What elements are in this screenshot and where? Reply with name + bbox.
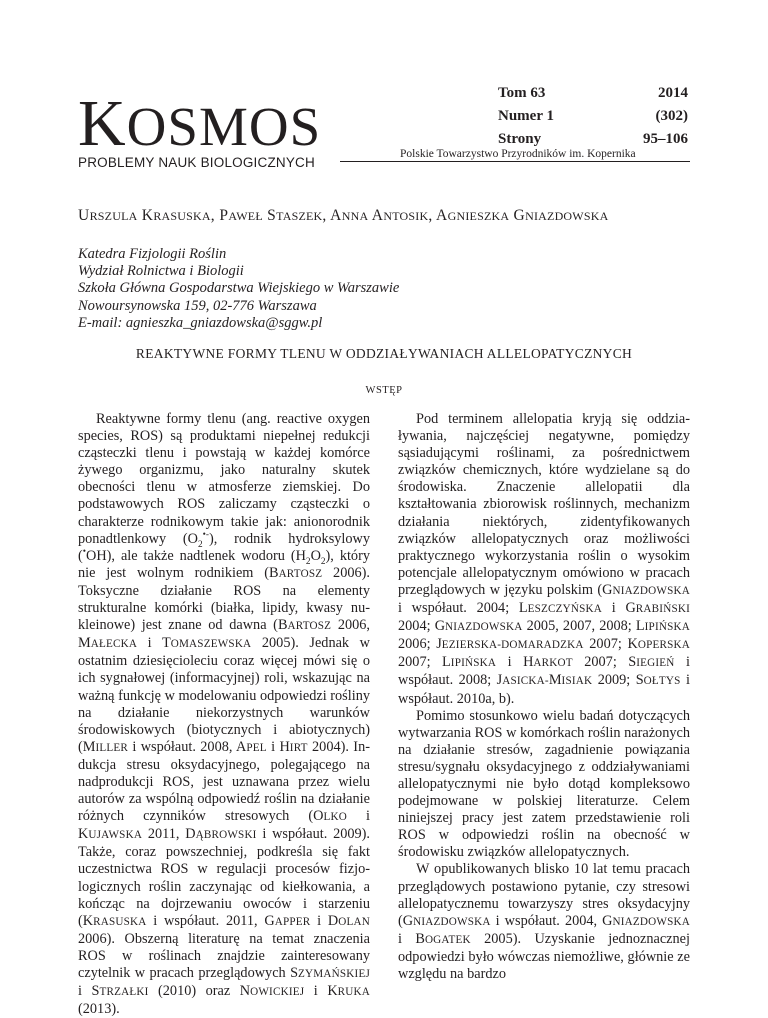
journal-logo: [78, 87, 322, 170]
paragraph: Reaktywne formy tlenu (ang. reactive oxygen species, ROS) są produktami niepełnej redukcji cząsteczki tlenu i powstają w każdej komórce żywego organizmu, jako naturalny skutek obecności tlenu w atmosferze ziemskiej. Do podstawowych ROS zaliczamy cząsteczki o charakterze rodnikowym takie jak: anionorodnik ponadtlenkowy $(O_2^{•-})$, rodnik hydroksylowy (•OH), ale także nadtlenek wodoru $(H_2O_2)$, który nie jest wolnym rodnikiem (BARTOSZ 2006). Toksyczne działanie ROS na elementy strukturalne komórki (białka, lipidy, kwasy nukleinowe) jest znane od dawna (BARTOSZ 2006, MAŁECKA i TOMASZEWSKA 2005). Jednak w ostatnim dziesięcioleciu coraz więcej mówi się o ich sygnałowej (informacyjnej) roli, wskazując na ważną funkcję w modelowaniu odpowiedzi rośliny na działanie niekorzystnych warunków środowiskowych (biotycznych i abiotycznych) (MILLER i współaut. 2008, APEL i HIRT 2004). Indukcja stresu oksydacyjnego, polegającego na nadprodukcji ROS, jest uznawana przez wielu autorów za wspólną odpowiedź roślin na działanie różnych czynników stresowych (OLKO i KUJAWSKA 2011, DĄBROWSKI i współaut. 2009). Także, coraz powszechniej, podkreśla się fakt uczestnictwa ROS w regulacji procesów fizjologicznych roślin zaczynając od kiełkowania, a kończąc na dojrzewaniu owoców i starzeniu (KRASUSKA i współaut. 2011, GAPPER i DOLAN 2006). Obszerną literaturę na temat znaczenia ROS w roślinach znajdzie zainteresowany czytelnik w pracach przeglądowych SZYMAŃSKIEJ i STRZAŁKI (2010) oraz NOWICKIEJ i KRUKA (2013).: [78, 411, 371, 1018]
affiliation: [78, 246, 399, 332]
paragraph: Pomimo stosunkowo wielu badań dotyczących wytwarzania ROS w komórkach roślin narażonych na działanie stresów, zagadnienie powiązania stresu/sygnału oksydacyjnego z oddziaływaniami allelopatycznymi nie było dotąd kompleksowo podejmowane w polskiej literaturze. Celem niniejszej pracy jest zatem przedstawienie roli ROS w odpowiedzi roślin na obecność w środowisku związków allelopatycznych.: [398, 707, 690, 861]
meta-row-pages: Strony 95–106: [498, 131, 688, 147]
society-name: Polskie Towarzystwo Przyrodników im. Kopernika: [400, 148, 636, 160]
header-rule: [340, 161, 690, 162]
author-1: URSZULA KRASUSKA: [78, 207, 211, 224]
meta-row-number: Numer 1 (302): [498, 108, 688, 124]
affiliation-university: Szkoła Główna Gospodarstwa Wiejskiego w Warszawie: [78, 280, 400, 297]
affiliation-address: Nowoursynowska 159, 02-776 Warszawa: [78, 297, 317, 314]
author-3: ANNA ANTOSIK: [330, 207, 429, 224]
paragraph: Pod terminem allelopatia kryją się oddziaływania, najczęściej negatywne, pomiędzy sąsiadującymi roślinami, za pośrednictwem związków chemicznych, które wydzielane są do środowiska. Znaczenie allelopatii dla kształtowania zbiorowisk roślinnych, mechanizm działania niektórych, zidentyfikowanych związków allelopatycznych oraz możliwości praktycznego wykorzystania roślin o wysokim potencjale allelopatycznym omówiono w pracach przeglądowych w języku polskim (GNIAZDOWSKA i współaut. 2004; LESZCZYŃSKA i GRABIŃSKI 2004; GNIAZDOWSKA 2005, 2007, 2008; LIPIŃSKA 2006; JEZIERSKA-DOMARADZKA 2007; KOPERSKA 2007; LIPIŃSKA i HARKOT 2007; SIEGIEŃ i współaut. 2008; JASICKA-MISIAK 2009; SOŁTYS i współaut. 2010a, b).: [398, 411, 691, 707]
logo-initial: K: [78, 87, 127, 160]
paragraph: W opublikowanych blisko 10 lat temu pracach przeglądowych postawiono pytanie, czy stresowi allelopatycznemu towarzyszy stres oksydacyjny (GNIAZDOWSKA i współaut. 2004, GNIAZDOWSKA i BOGATEK 2005). Uzyskanie jednoznacznej odpowiedzi było wówczas niemożliwe, głównie ze względu na bardzo: [398, 861, 690, 982]
author-4: AGNIESZKA GNIAZDOWSKA: [436, 207, 609, 224]
left-column: [78, 411, 370, 1018]
right-column: [398, 411, 690, 983]
journal-name: [78, 87, 322, 160]
affiliation-email[interactable]: E-mail: agnieszka_gniazdowska@sggw.pl: [78, 314, 323, 331]
author-list: URSZULA KRASUSKA, PAWEŁ STASZEK, ANNA ANTOSIK, AGNIESZKA GNIAZDOWSKA: [78, 207, 609, 224]
issue-metadata: [498, 82, 688, 151]
affiliation-department: Katedra Fizjologii Roślin: [78, 246, 227, 262]
author-2: PAWEŁ STASZEK: [219, 207, 323, 224]
section-heading: WSTĘP: [365, 385, 403, 396]
logo-rest: OSMOS: [126, 96, 322, 157]
affiliation-faculty: Wydział Rolnictwa i Biologii: [78, 263, 244, 280]
article-title: REAKTYWNE FORMY TLENU W ODDZIAŁYWANIACH ALLELOPATYCZNYCH: [135, 346, 633, 361]
journal-subtitle: PROBLEMY NAUK BIOLOGICZNYCH: [78, 155, 315, 170]
meta-row-volume: Tom 63 2014: [498, 85, 688, 101]
